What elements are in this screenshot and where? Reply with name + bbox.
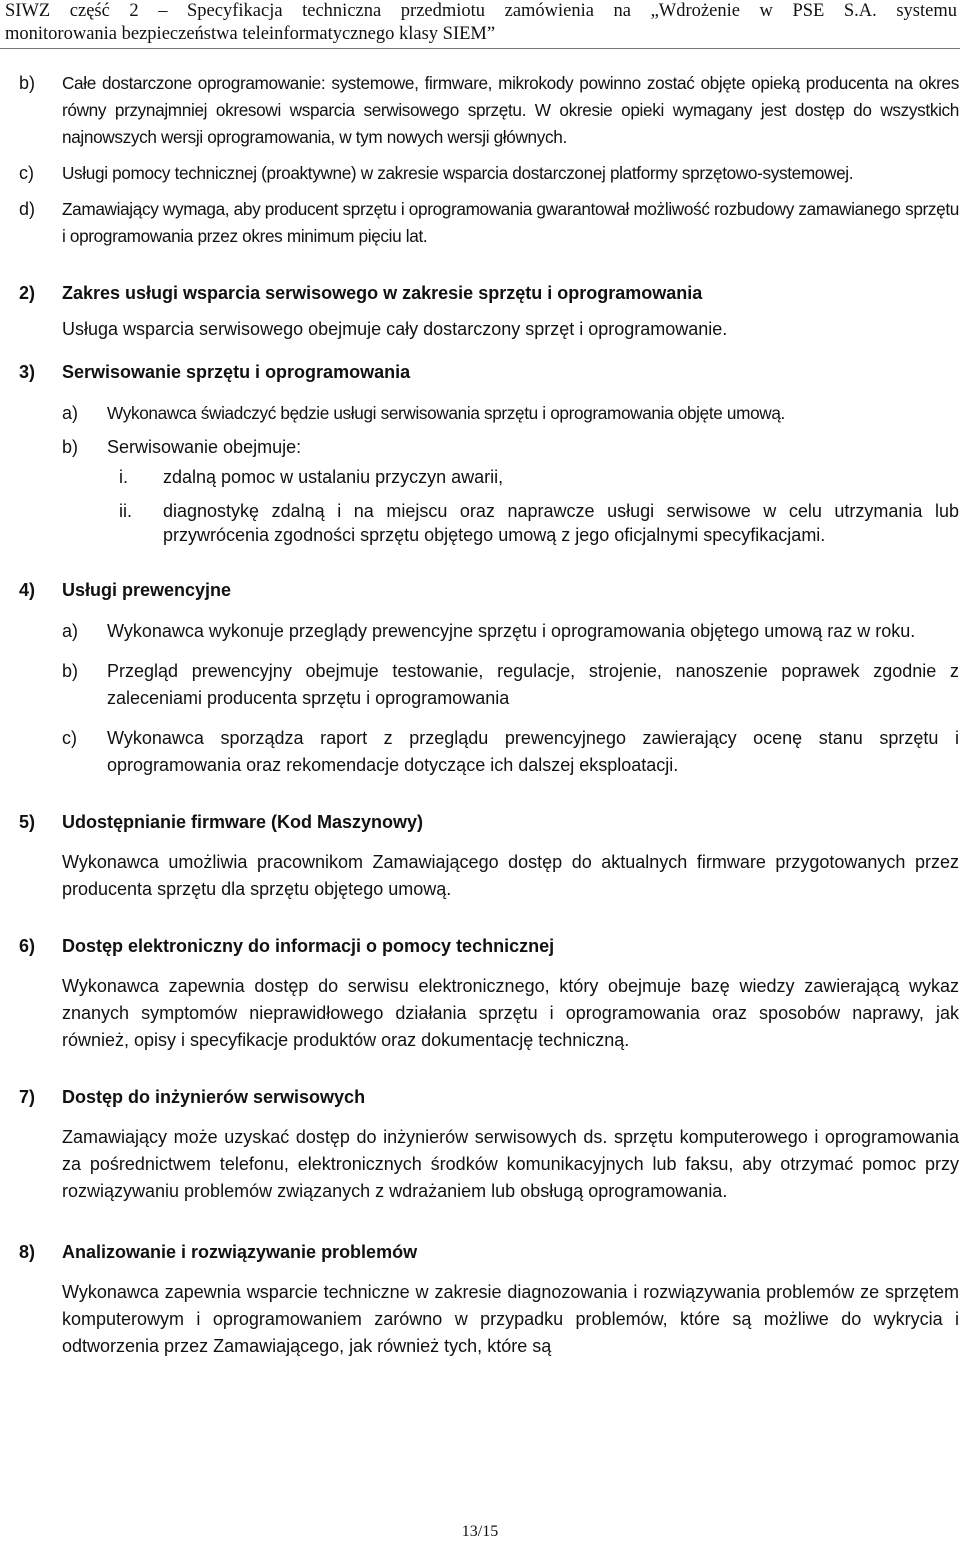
header-word: –: [158, 1, 168, 21]
header-word: część: [69, 1, 110, 21]
header-word: przedmiotu: [400, 1, 486, 21]
section-title: Analizowanie i rozwiązywanie problemów: [62, 1242, 418, 1262]
section-heading: [19, 1084, 959, 1111]
section-number: 2): [19, 283, 36, 303]
list-item-ii: [19, 499, 959, 547]
section-3: [19, 359, 959, 547]
item-label: a): [62, 403, 79, 423]
list-item-i: [19, 465, 959, 489]
item-label: d): [19, 199, 36, 219]
section-3-list: [19, 400, 959, 547]
item-text: Wykonawca sporządza raport z przeglądu prewencyjnego zawierający ocenę stanu sprzętu i oprogramowania oraz rekomendacje dotyczące ich dalszej eksploatacji.: [107, 728, 959, 775]
list-item-c: [19, 725, 959, 779]
section-number: 6): [19, 936, 36, 956]
section-body: Wykonawca zapewnia dostęp do serwisu elektronicznego, który obejmuje bazę wiedzy zawierającą wykaz znanych symptomów nieprawidłowego działania sprzętu i oprogramowania oraz sposobów naprawy, jak również, opisy i specyfikacje produktów oraz dokumentację techniczną.: [62, 976, 959, 1050]
section-4-list: [19, 618, 959, 779]
item-label: c): [19, 163, 34, 183]
section-title: Dostęp elektroniczny do informacji o pomocy technicznej: [62, 936, 555, 956]
section-6: [19, 933, 959, 1054]
header-title-line: [5, 0, 957, 23]
header-word: Specyfikacja: [187, 1, 283, 21]
section-title: Usługi prewencyjne: [62, 580, 232, 600]
header-word: 2: [129, 1, 139, 21]
header-divider: [0, 48, 960, 49]
list-item-b: [19, 658, 959, 712]
list-item-a: [19, 400, 959, 427]
item-text: Wykonawca świadczyć będzie usługi serwisowania sprzętu i oprogramowania objęte umową.: [107, 403, 785, 423]
item-text: zdalną pomoc w ustalaniu przyczyn awarii,: [163, 467, 504, 487]
section-7: [19, 1084, 959, 1205]
item-text: Całe dostarczone oprogramowanie: systemowe, firmware, mikrokody powinno zostać objęte opieką producenta na okres równy przynajmniej okresowi wsparcia serwisowego sprzętu. W okresie opieki wymagany jest dostęp do wszystkich najnowszych wersji oprogramowania, w tym nowych wersji głównych.: [62, 73, 959, 147]
header-word: zamówienia: [504, 1, 594, 21]
section-title: Udostępnianie firmware (Kod Maszynowy): [62, 812, 424, 832]
section-number: 5): [19, 812, 36, 832]
item-text: Zamawiający wymaga, aby producent sprzętu i oprogramowania gwarantował możliwość rozbudowy zamawianego sprzętu i oprogramowania przez okres minimum pięciu lat.: [62, 199, 959, 246]
section-heading: [19, 280, 959, 307]
document-body: [19, 70, 959, 1360]
section-number: 3): [19, 362, 36, 382]
section-body: Zamawiający może uzyskać dostęp do inżynierów serwisowych ds. sprzętu komputerowego i oprogramowania za pośrednictwem telefonu, elektronicznych środków komunikacyjnych lub faksu, aby otrzymać pomoc przy rozwiązywaniu problemów związanych z wdrażaniem lub obsługą oprogramowania.: [62, 1127, 959, 1201]
header-word: S.A.: [843, 1, 877, 21]
section-number: 7): [19, 1087, 36, 1107]
item-text: diagnostykę zdalną i na miejscu oraz naprawcze usługi serwisowe w celu utrzymania lub przywrócenia zgodności sprzętu objętego umową z jego oficjalnymi specyfikacjami.: [163, 501, 959, 545]
item-text: Usługi pomocy technicznej (proaktywne) w zakresie wsparcia dostarczonej platformy sprzętowo-systemowej.: [62, 163, 854, 183]
header-word: „Wdrożenie: [650, 1, 740, 21]
section-body: Wykonawca zapewnia wsparcie techniczne w zakresie diagnozowania i rozwiązywania problemów ze sprzętem komputerowym i oprogramowaniem zarówno w przypadku problemów, które są możliwe do wykrycia i odtworzenia przez Zamawiającego, jak również tych, które są: [62, 1282, 959, 1356]
header-word: systemu: [896, 1, 957, 21]
section-5: [19, 809, 959, 903]
section-body: Usługa wsparcia serwisowego obejmuje cały dostarczony sprzęt i oprogramowanie.: [62, 319, 728, 339]
section-2: [19, 280, 959, 343]
section-heading: [19, 577, 959, 604]
item-label: c): [62, 728, 77, 748]
page-header: [5, 0, 957, 46]
section-heading: [19, 359, 959, 386]
section-4: [19, 577, 959, 779]
section-heading: [19, 1239, 959, 1266]
section-heading: [19, 809, 959, 836]
header-subtitle-line: monitorowania bezpieczeństwa teleinformatycznego klasy SIEM”: [5, 24, 496, 44]
item-label: a): [62, 621, 79, 641]
item-text: Przegląd prewencyjny obejmuje testowanie, regulacje, strojenie, nanoszenie poprawek zgodnie z zaleceniami producenta sprzętu i oprogramowania: [107, 661, 959, 708]
list-item-a: [19, 618, 959, 645]
header-word: SIWZ: [5, 1, 51, 21]
item-text: Wykonawca wykonuje przeglądy prewencyjne sprzętu i oprogramowania objętego umową raz w roku.: [107, 621, 916, 641]
item-label: ii.: [119, 501, 132, 521]
intro-item-c: [19, 160, 959, 187]
section-heading: [19, 933, 959, 960]
header-word: PSE: [792, 1, 825, 21]
section-number: 4): [19, 580, 36, 600]
intro-item-d: [19, 196, 959, 250]
item-label: b): [19, 73, 36, 93]
section-body: Wykonawca umożliwia pracownikom Zamawiającego dostęp do aktualnych firmware przygotowanych przez producenta sprzętu dla sprzętu objętego umową.: [62, 852, 959, 899]
section-title: Dostęp do inżynierów serwisowych: [62, 1087, 366, 1107]
section-title: Zakres usługi wsparcia serwisowego w zakresie sprzętu i oprogramowania: [62, 283, 703, 303]
section-8: [19, 1239, 959, 1360]
item-label: b): [62, 437, 79, 457]
page-number: 13/15: [461, 1523, 499, 1540]
item-text: Serwisowanie obejmuje:: [107, 437, 302, 457]
header-word: w: [759, 1, 773, 21]
intro-item-b: [19, 70, 959, 151]
item-label: i.: [119, 467, 128, 487]
section-number: 8): [19, 1242, 36, 1262]
list-item-b: [19, 434, 959, 461]
header-word: na: [613, 1, 632, 21]
item-label: b): [62, 661, 79, 681]
header-word: techniczna: [302, 1, 382, 21]
section-title: Serwisowanie sprzętu i oprogramowania: [62, 362, 411, 382]
